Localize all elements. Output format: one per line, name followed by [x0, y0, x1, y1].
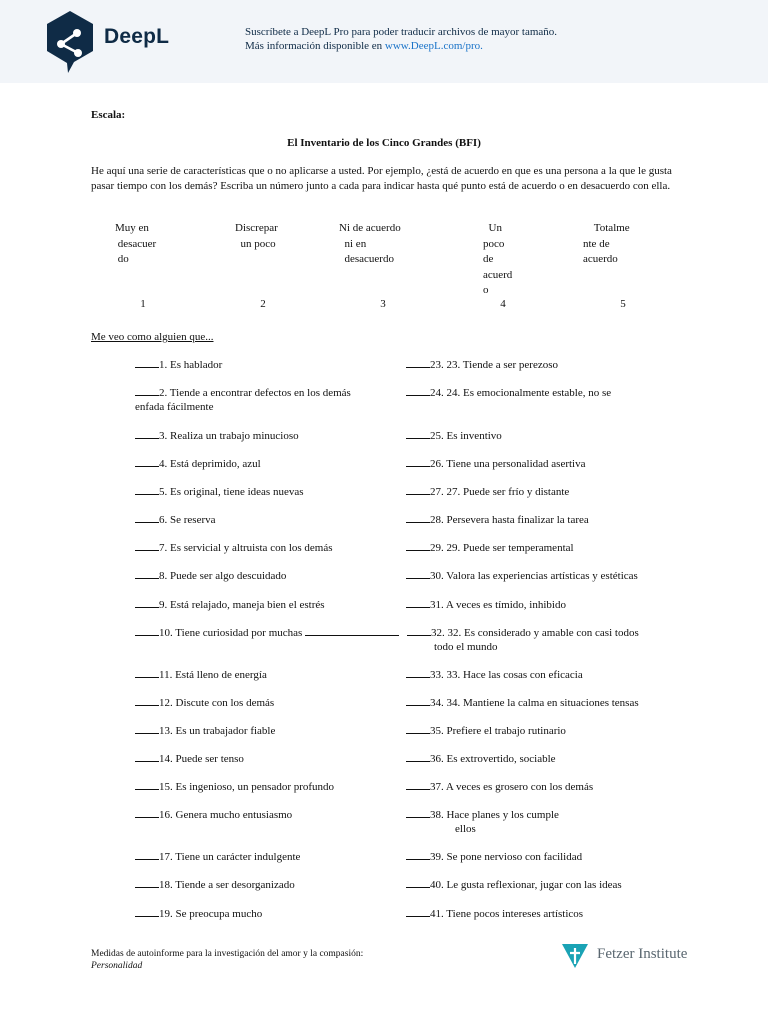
scale-heading: Escala: [91, 109, 126, 121]
list-item: 33. 33. Hace las cosas con eficacia [406, 667, 686, 682]
list-item: 3. Realiza un trabajo minucioso [135, 428, 397, 443]
scale-option-label: Discrepar un poco [235, 222, 278, 250]
list-item: 38. Hace planes y los cumple ellos [406, 807, 686, 836]
items-subheading: Me veo como alguien que... [91, 331, 214, 343]
list-item: 41. Tiene pocos intereses artísticos [406, 906, 686, 921]
answer-blank[interactable] [135, 877, 159, 888]
list-item: 35. Prefiere el trabajo rutinario [406, 723, 686, 738]
promo-line-1: Suscríbete a DeepL Pro para poder traducir archivos de mayor tamaño. [245, 26, 558, 38]
answer-blank[interactable] [406, 357, 430, 368]
answer-blank[interactable] [135, 723, 159, 734]
list-item: 1. Es hablador [135, 357, 397, 372]
fetzer-logo-icon [560, 940, 590, 970]
list-item: 37. A veces es grosero con los demás [406, 779, 686, 794]
answer-blank[interactable] [135, 625, 159, 636]
deepl-pro-link[interactable]: www.DeepL.com/pro. [384, 40, 483, 52]
answer-blank[interactable] [135, 484, 159, 495]
footer-section: Personalidad [91, 961, 143, 971]
answer-blank[interactable] [406, 597, 430, 608]
list-item: 7. Es servicial y altruista con los demás [135, 540, 397, 555]
list-item: 23. 23. Tiende a ser perezoso [406, 357, 686, 372]
scale-option-number: 1 [140, 298, 146, 310]
answer-blank[interactable] [135, 597, 159, 608]
scale-option-label: Ni de acuerdo ni en desacuerdo [339, 222, 401, 265]
list-item: 13. Es un trabajador fiable [135, 723, 397, 738]
list-item: 11. Está lleno de energía [135, 667, 397, 682]
deepl-logo-icon [44, 9, 96, 75]
answer-blank[interactable] [135, 849, 159, 860]
answer-blank[interactable] [406, 779, 430, 790]
list-item: 25. Es inventivo [406, 428, 686, 443]
answer-blank[interactable] [406, 751, 430, 762]
answer-blank[interactable] [135, 779, 159, 790]
list-item: 36. Es extrovertido, sociable [406, 751, 686, 766]
answer-blank[interactable] [406, 428, 430, 439]
answer-blank[interactable] [135, 695, 159, 706]
list-item: 19. Se preocupa mucho [135, 906, 397, 921]
answer-blank[interactable] [135, 428, 159, 439]
list-item: 17. Tiene un carácter indulgente [135, 849, 397, 864]
list-item: 4. Está deprimido, azul [135, 456, 397, 471]
answer-blank[interactable] [406, 484, 430, 495]
answer-blank[interactable] [406, 385, 430, 396]
list-item: 8. Puede ser algo descuidado [135, 568, 397, 583]
answer-blank[interactable] [406, 849, 430, 860]
list-item: 29. 29. Puede ser temperamental [406, 540, 686, 555]
answer-blank[interactable] [406, 807, 430, 818]
promo-line-2: Más información disponible en www.DeepL.com/pro. [245, 40, 483, 52]
deepl-logo-text: DeepL [104, 25, 170, 48]
answer-blank[interactable] [135, 456, 159, 467]
list-item: 15. Es ingenioso, un pensador profundo [135, 779, 397, 794]
list-item: 27. 27. Puede ser frío y distante [406, 484, 686, 499]
list-item: 5. Es original, tiene ideas nuevas [135, 484, 397, 499]
answer-blank[interactable] [135, 751, 159, 762]
answer-blank[interactable] [135, 807, 159, 818]
answer-blank[interactable] [135, 512, 159, 523]
footer-citation: Medidas de autoinforme para la investigación del amor y la compasión: [91, 949, 364, 959]
list-item: 28. Persevera hasta finalizar la tarea [406, 512, 686, 527]
list-item: 16. Genera mucho entusiasmo [135, 807, 397, 822]
list-item: 34. 34. Mantiene la calma en situaciones tensas [406, 695, 686, 710]
continuation-line [305, 625, 399, 636]
list-item: 9. Está relajado, maneja bien el estrés [135, 597, 397, 612]
list-item: 32. 32. Es considerado y amable con casi todos todo el mundo [407, 625, 687, 654]
answer-blank[interactable] [135, 667, 159, 678]
scale-option-label: Muy en desacuer do [115, 222, 157, 265]
answer-blank[interactable] [135, 540, 159, 551]
answer-blank[interactable] [406, 877, 430, 888]
list-item: 2. Tiende a encontrar defectos en los demás enfada fácilmente [135, 387, 351, 413]
scale-option-number: 4 [500, 298, 506, 310]
list-item: 24. 24. Es emocionalmente estable, no se [406, 385, 686, 400]
list-item: 31. A veces es tímido, inhibido [406, 597, 686, 612]
answer-blank[interactable] [406, 456, 430, 467]
list-item: 12. Discute con los demás [135, 695, 397, 710]
answer-blank[interactable] [406, 667, 430, 678]
answer-blank[interactable] [406, 512, 430, 523]
answer-blank[interactable] [135, 357, 159, 368]
intro-paragraph: He aquí una serie de características que o no aplicarse a usted. Por ejemplo, ¿está de acuerdo en que es una persona a la que le gusta pasar tiempo con los demás? Escriba un número junto a cada para indicar hasta qué punto está de acuerdo o en desacuerdo con ella. [91, 165, 672, 192]
list-item: 10. Tiene curiosidad por muchas [135, 625, 435, 640]
deepl-banner [0, 0, 768, 83]
answer-blank[interactable] [406, 568, 430, 579]
answer-blank[interactable] [135, 568, 159, 579]
scale-option-label: Un poco de acuerd o [483, 222, 513, 296]
scale-option-number: 3 [380, 298, 386, 310]
document-title: El Inventario de los Cinco Grandes (BFI) [287, 137, 481, 149]
scale-option-number: 2 [260, 298, 266, 310]
answer-blank[interactable] [406, 540, 430, 551]
list-item: 30. Valora las experiencias artísticas y estéticas [406, 568, 686, 583]
answer-blank[interactable] [406, 906, 430, 917]
fetzer-institute-text: Fetzer Institute [597, 946, 688, 962]
list-item: 6. Se reserva [135, 512, 397, 527]
scale-option-label: Totalme nte de acuerdo [583, 222, 630, 265]
answer-blank[interactable] [407, 625, 431, 636]
list-item: 18. Tiende a ser desorganizado [135, 877, 397, 892]
list-item: 40. Le gusta reflexionar, jugar con las ideas [406, 877, 686, 892]
answer-blank[interactable] [406, 695, 430, 706]
answer-blank[interactable] [135, 385, 159, 396]
scale-option-number: 5 [620, 298, 626, 310]
answer-blank[interactable] [135, 906, 159, 917]
promo-text [245, 25, 557, 53]
list-item: 14. Puede ser tenso [135, 751, 397, 766]
list-item: 26. Tiene una personalidad asertiva [406, 456, 686, 471]
list-item: 39. Se pone nervioso con facilidad [406, 849, 686, 864]
answer-blank[interactable] [406, 723, 430, 734]
